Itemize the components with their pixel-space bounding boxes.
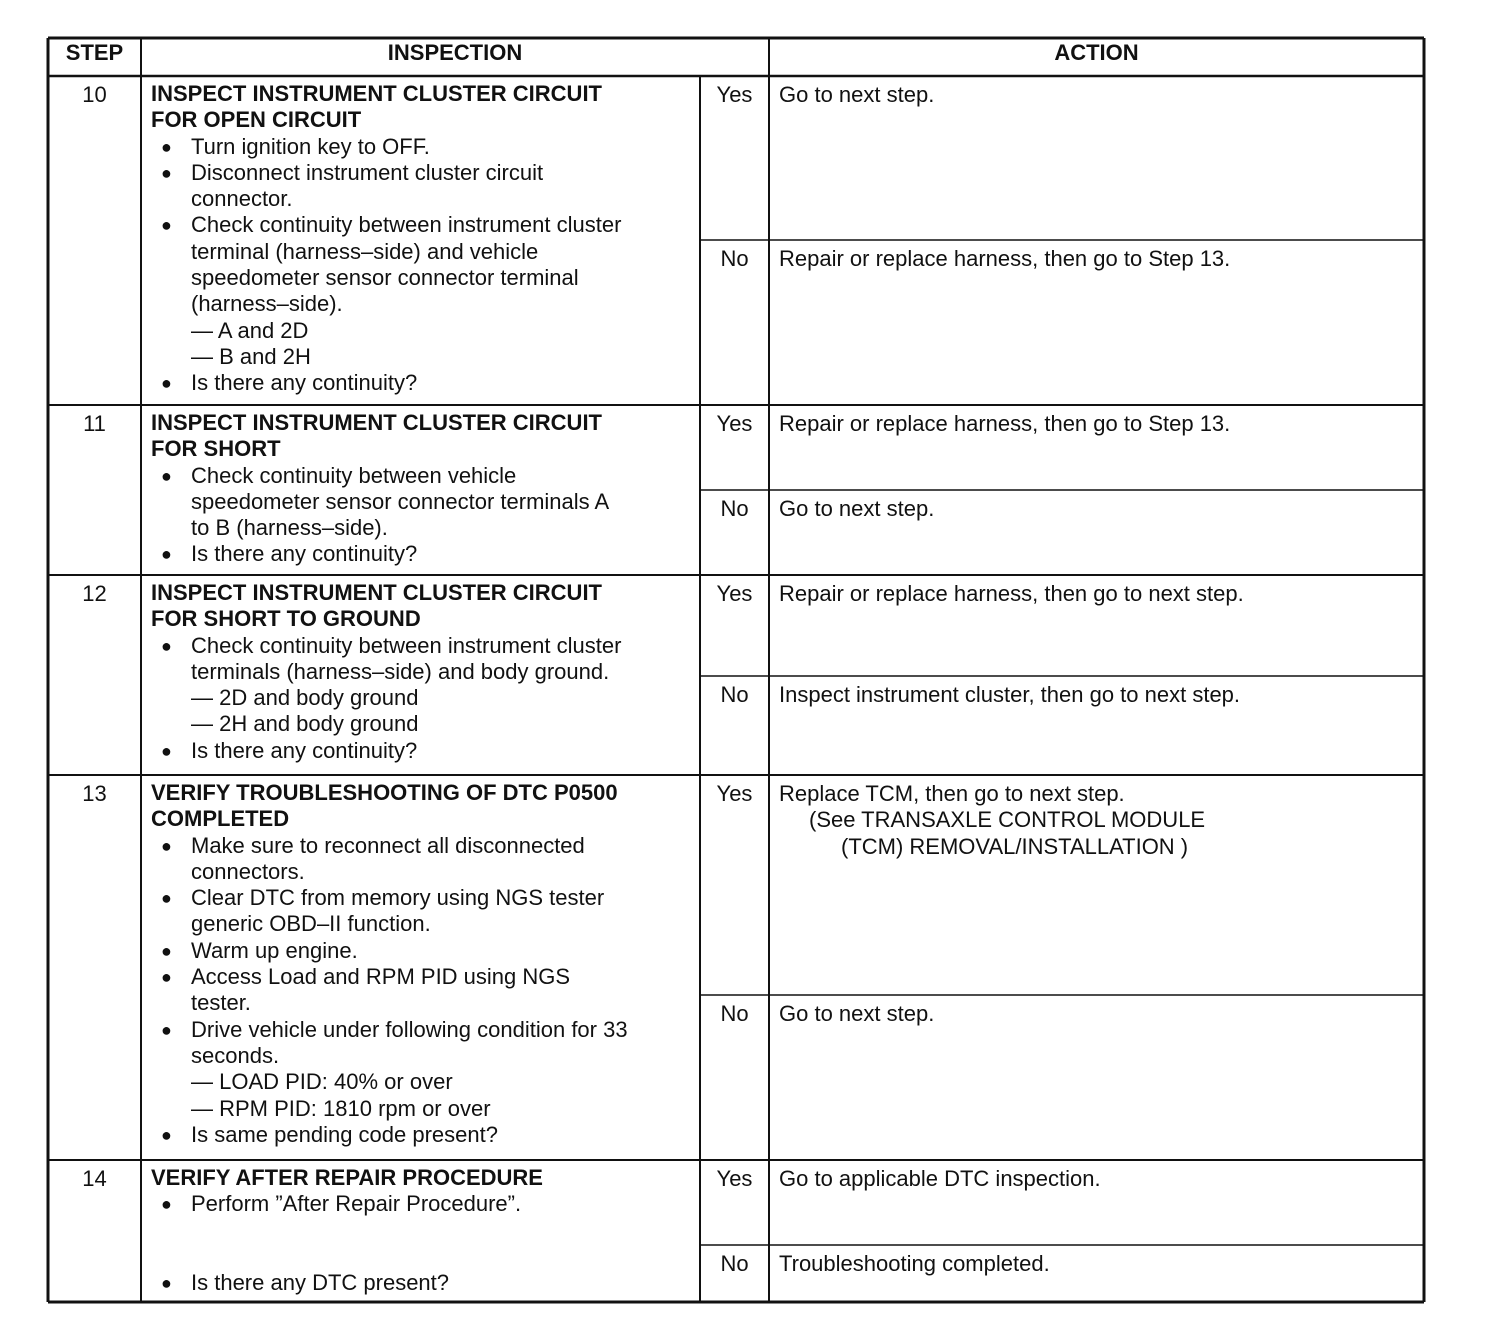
no-action	[779, 1251, 1418, 1277]
continuation-line: to B (harness–side).	[191, 515, 388, 541]
bullet-item: ● Is there any continuity?	[151, 738, 696, 764]
action-line: Repair or replace harness, then go to next step.	[779, 581, 1244, 606]
action-line: Go to next step.	[779, 1001, 935, 1026]
bullet-item: ● Is there any DTC present?	[151, 1270, 696, 1296]
step-number: 14	[82, 1166, 107, 1191]
bullet-item: ● Is same pending code present?	[151, 1122, 696, 1148]
inspection-cell	[151, 410, 696, 568]
bullet-item: ● Turn ignition key to OFF.	[151, 134, 696, 160]
bullet-item: ● Check continuity between vehicle	[151, 463, 696, 489]
continuation-line: generic OBD–II function.	[191, 911, 431, 937]
bullet-item: ● Is there any continuity?	[151, 541, 696, 567]
no-label: No	[720, 1251, 749, 1276]
bullet-item: ● Drive vehicle under following condition for 33	[151, 1017, 696, 1043]
continuation-line: seconds.	[191, 1042, 280, 1068]
yes-label: Yes	[716, 1166, 753, 1191]
bullet-item: ● Disconnect instrument cluster circuit	[151, 160, 696, 186]
inspection-title: VERIFY AFTER REPAIR PROCEDURE	[151, 1165, 543, 1190]
no-action	[779, 246, 1418, 272]
action-line: Troubleshooting completed.	[779, 1251, 1050, 1276]
inspection-title: INSPECT INSTRUMENT CLUSTER CIRCUIT	[151, 81, 602, 106]
no-label: No	[720, 682, 749, 707]
inspection-title: INSPECT INSTRUMENT CLUSTER CIRCUIT	[151, 580, 602, 605]
continuation-line: connector.	[191, 186, 293, 212]
no-label: No	[720, 1001, 749, 1026]
no-action	[779, 1001, 1418, 1027]
yes-action	[779, 411, 1418, 437]
continuation-line	[151, 1218, 696, 1244]
continuation-line: speedometer sensor connector terminal	[191, 265, 579, 291]
yes-label: Yes	[716, 581, 753, 606]
continuation-line: tester.	[191, 990, 251, 1016]
inspection-title: FOR OPEN CIRCUIT	[151, 107, 362, 133]
no-label: No	[720, 496, 749, 521]
action-line: Replace TCM, then go to next step.	[779, 781, 1125, 806]
header-step: STEP	[65, 40, 124, 65]
sub-item: — LOAD PID: 40% or over	[191, 1069, 453, 1095]
sub-item: — B and 2H	[191, 343, 311, 369]
sub-item: — 2H and body ground	[191, 711, 419, 737]
yes-label: Yes	[716, 781, 753, 806]
yes-action	[779, 82, 1418, 108]
inspection-title: VERIFY TROUBLESHOOTING OF DTC P0500	[151, 780, 618, 805]
continuation-line: (harness–side).	[191, 291, 343, 317]
bullet-item: ● Check continuity between instrument cluster	[151, 212, 696, 238]
inspection-title: FOR SHORT	[151, 436, 281, 462]
bullet-item: ● Warm up engine.	[151, 938, 696, 964]
bullet-item: ● Make sure to reconnect all disconnected	[151, 833, 696, 859]
no-action	[779, 496, 1418, 522]
yes-action	[779, 581, 1418, 607]
step-number: 13	[82, 781, 107, 806]
yes-label: Yes	[716, 82, 753, 107]
inspection-title: FOR SHORT TO GROUND	[151, 606, 421, 632]
action-line: Go to next step.	[779, 496, 935, 521]
bullet-item: ● Access Load and RPM PID using NGS	[151, 964, 696, 990]
bullet-item: ● Check continuity between instrument cluster	[151, 633, 696, 659]
step-number: 12	[82, 581, 107, 606]
inspection-cell	[151, 1165, 696, 1296]
no-action	[779, 682, 1418, 708]
action-line: (See TRANSAXLE CONTROL MODULE	[809, 807, 1206, 833]
header-inspection: INSPECTION	[387, 40, 523, 65]
action-line: Repair or replace harness, then go to Step 13.	[779, 411, 1231, 436]
continuation-line: terminals (harness–side) and body ground.	[191, 658, 610, 684]
step-number: 10	[82, 82, 107, 107]
bullet-item: ● Is there any continuity?	[151, 370, 696, 396]
inspection-cell	[151, 780, 696, 1148]
inspection-cell	[151, 580, 696, 764]
continuation-line	[151, 1244, 696, 1270]
yes-label: Yes	[716, 411, 753, 436]
continuation-line: speedometer sensor connector terminals A	[191, 488, 610, 514]
yes-action	[779, 1166, 1418, 1192]
action-line: Go to applicable DTC inspection.	[779, 1166, 1101, 1191]
continuation-line: connectors.	[191, 858, 305, 884]
action-line: Inspect instrument cluster, then go to next step.	[779, 682, 1241, 707]
continuation-line: terminal (harness–side) and vehicle	[191, 238, 539, 264]
bullet-item: ● Clear DTC from memory using NGS tester	[151, 885, 696, 911]
action-line: Repair or replace harness, then go to Step 13.	[779, 246, 1231, 271]
inspection-cell	[151, 81, 696, 397]
action-line: Go to next step.	[779, 82, 935, 107]
action-line: (TCM) REMOVAL/INSTALLATION )	[841, 833, 1189, 859]
sub-item: — RPM PID: 1810 rpm or over	[191, 1095, 491, 1121]
bullet-item: ● Perform ”After Repair Procedure”.	[151, 1191, 696, 1217]
inspection-title: COMPLETED	[151, 806, 290, 832]
yes-action	[779, 781, 1418, 860]
inspection-title: INSPECT INSTRUMENT CLUSTER CIRCUIT	[151, 410, 602, 435]
sub-item: — 2D and body ground	[191, 685, 419, 711]
sub-item: — A and 2D	[191, 317, 309, 343]
header-action: ACTION	[1054, 40, 1139, 65]
step-number: 11	[83, 411, 106, 436]
no-label: No	[720, 246, 749, 271]
